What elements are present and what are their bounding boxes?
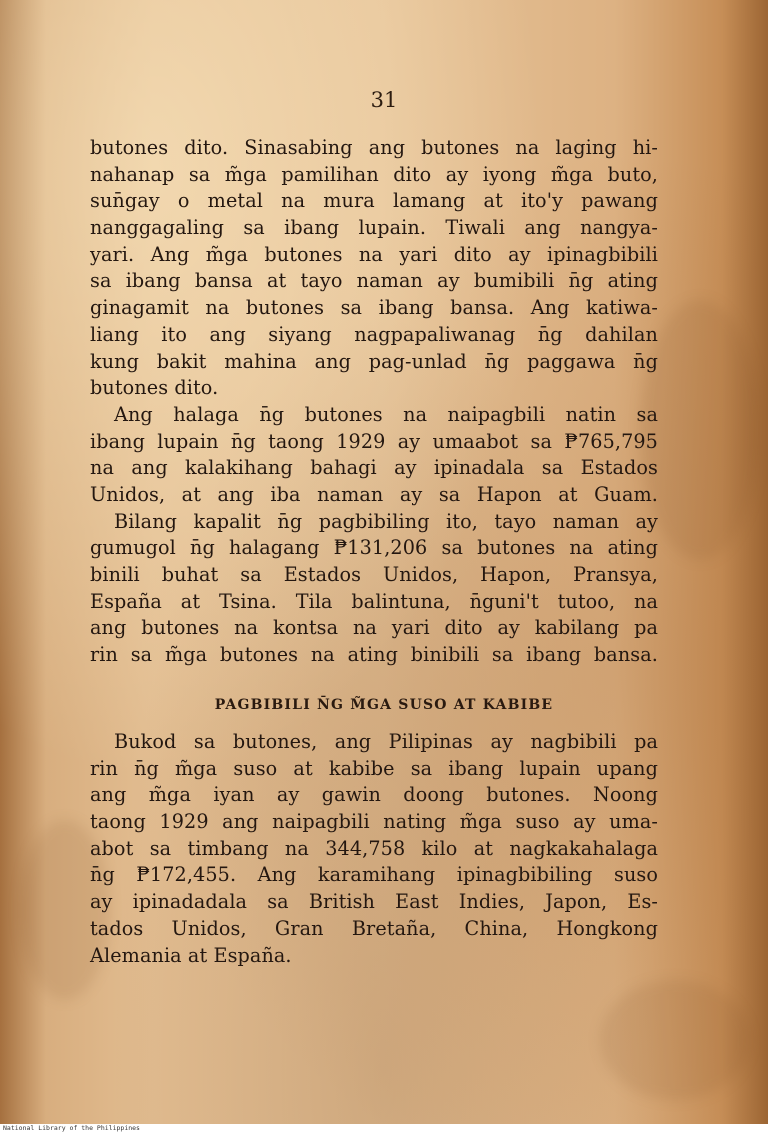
body-text-bottom	[90, 729, 658, 969]
text-line: kung bakit mahina ang pag-unlad n̄g paggawa n̄g	[90, 349, 658, 373]
text-line: tados Unidos, Gran Bretaña, China, Hongkong	[90, 916, 658, 940]
text-line: ang m̃ga iyan ay gawin doong butones. Noong	[90, 783, 658, 807]
text-line: ang butones na kontsa na yari dito ay kabilang pa	[90, 616, 658, 640]
text-line: nahanap sa m̃ga pamilihan dito ay iyong m̃ga buto,	[90, 162, 658, 186]
text-line: taong 1929 ang naipagbili nating m̃ga suso ay uma-	[90, 810, 658, 834]
text-line: sa ibang bansa at tayo naman ay bumibili n̄g ating	[90, 269, 658, 293]
footer-credit: National Library of the Philippines	[3, 1124, 140, 1132]
page-number: 31	[370, 88, 398, 112]
text-line: Ang halaga n̄g butones na naipagbili natin sa	[114, 402, 658, 426]
text-line: rin sa m̃ga butones na ating binibili sa ibang bansa.	[90, 643, 658, 667]
text-line: gumugol n̄g halagang ₱131,206 sa butones na ating	[90, 536, 658, 560]
text-line: n̄g ₱172,455. Ang karamihang ipinagbibiling suso	[90, 863, 658, 887]
paper-stain	[600, 980, 750, 1100]
text-line: binili buhat sa Estados Unidos, Hapon, Pransya,	[90, 563, 658, 586]
text-line: na ang kalakihang bahagi ay ipinadala sa Estados	[90, 456, 658, 480]
text-line: butones dito. Sinasabing ang butones na laging hi-	[90, 136, 658, 159]
text-line: rin n̄g m̃ga suso at kabibe sa ibang lupain upang	[90, 756, 658, 780]
text-line: ay ipinadadala sa British East Indies, Japon, Es-	[90, 890, 658, 914]
text-line: abot sa timbang na 344,758 kilo at nagkakahalaga	[90, 836, 658, 860]
text-line: Bilang kapalit n̄g pagbibiling ito, tayo naman ay	[114, 509, 658, 533]
text-line: sun̄gay o metal na mura lamang at ito'y pawang	[90, 189, 658, 213]
text-line: España at Tsina. Tila balintuna, n̄guni't tutoo, na	[90, 589, 658, 613]
body-text-top	[90, 135, 658, 669]
text-line: butones dito.	[90, 376, 219, 400]
section-heading: PAGBIBILI N̄G M̃GA SUSO AT KABIBE	[214, 697, 554, 713]
text-line: yari. Ang m̃ga butones na yari dito ay ipinagbibili	[90, 242, 658, 266]
paper-stain	[640, 300, 760, 560]
text-line: nanggagaling sa ibang lupain. Tiwali ang nangya-	[90, 216, 658, 240]
text-line: Alemania at España.	[90, 943, 292, 967]
text-line: ginagamit na butones sa ibang bansa. Ang katiwa-	[90, 296, 658, 320]
text-line: Unidos, at ang iba naman ay sa Hapon at Guam.	[90, 482, 658, 506]
text-line: ibang lupain n̄g taong 1929 ay umaabot sa ₱765,795	[90, 429, 658, 453]
text-line: Bukod sa butones, ang Pilipinas ay nagbibili pa	[114, 730, 658, 753]
text-line: liang ito ang siyang nagpapaliwanag n̄g dahilan	[90, 322, 658, 346]
